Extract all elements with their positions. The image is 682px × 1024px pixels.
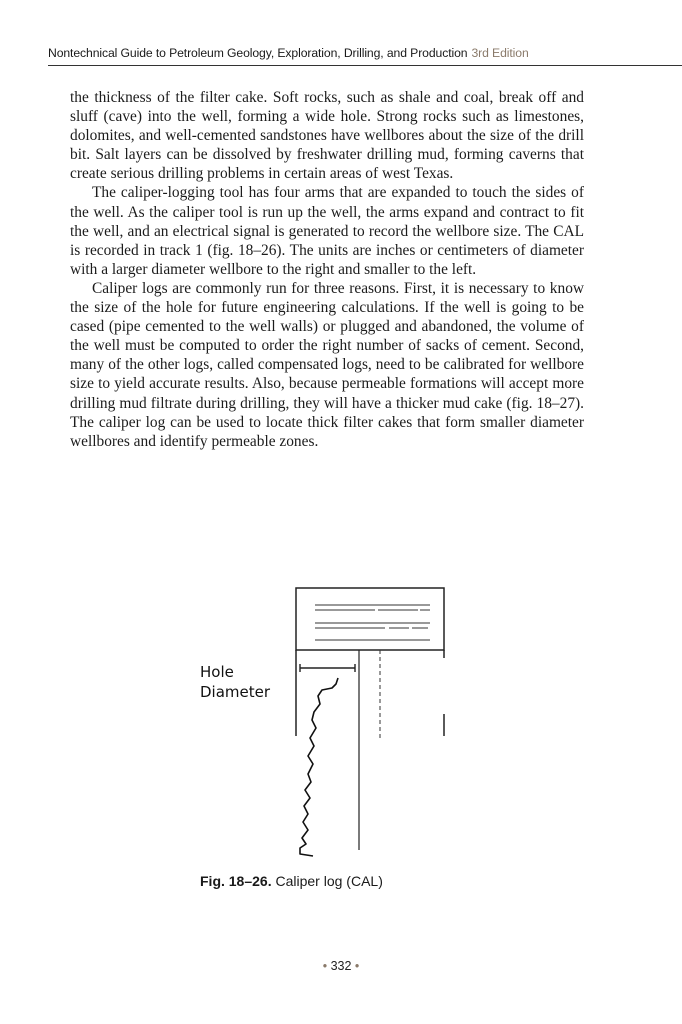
body-text bbox=[70, 88, 584, 451]
paragraph: The caliper-logging tool has four arms that are expanded to touch the sides of the well. As the caliper tool is run up the well, the arms expand and contract to fit the well, and an electrical signal is generated to record the wellbore size. The CAL is recorded in track 1 (fig. 18–26). The units are inches or centimeters of diameter with a larger diameter wellbore to the right and smaller to the left. bbox=[70, 184, 584, 278]
edition-label: 3rd Edition bbox=[471, 46, 529, 60]
hole-diameter-label bbox=[200, 662, 270, 702]
header-rule bbox=[48, 65, 682, 66]
book-title: Nontechnical Guide to Petroleum Geology, Exploration, Drilling, and Production bbox=[48, 46, 468, 60]
label-line: Hole bbox=[200, 663, 234, 681]
log-header-box bbox=[296, 588, 444, 650]
caliper-curve bbox=[300, 678, 338, 856]
bullet-icon: • bbox=[322, 959, 328, 973]
running-header bbox=[48, 46, 682, 60]
label-line: Diameter bbox=[200, 683, 271, 701]
paragraph: Caliper logs are commonly run for three reasons. First, it is necessary to know the size of the hole for future engineering calculations. If the well is going to be cased (pipe cemented to the well walls) or plugged and abandoned, the volume of the well must be computed to order the right number of sacks of cement. Second, many of the other logs, called compensated logs, need to be calibrated for wellbore size to yield accurate results. Also, because permeable formations will accept more drilling mud filtrate during drilling, they will have a thicker mud cake (fig. 18–27). The caliper log can be used to locate thick filter cakes that form smaller diameter wellbores and identify permeable zones. bbox=[70, 279, 584, 450]
paragraph: the thickness of the filter cake. Soft rocks, such as shale and coal, break off and sluff (cave) into the well, forming a wide hole. Strong rocks such as limestones, dolomites, and well-cemented sandstones have wellbores about the size of the drill bit. Salt layers can be dissolved by freshwater drilling mud, forming caverns that create serious drilling problems in certain areas of west Texas. bbox=[70, 89, 584, 183]
caliper-log-figure bbox=[190, 580, 460, 880]
page-number-value: 332 bbox=[330, 959, 352, 973]
page-number bbox=[0, 959, 682, 973]
figure-caption bbox=[200, 873, 383, 889]
bullet-icon: • bbox=[354, 959, 360, 973]
figure-number: Fig. 18–26. bbox=[200, 873, 272, 889]
caption-text: Caliper log (CAL) bbox=[275, 873, 383, 889]
